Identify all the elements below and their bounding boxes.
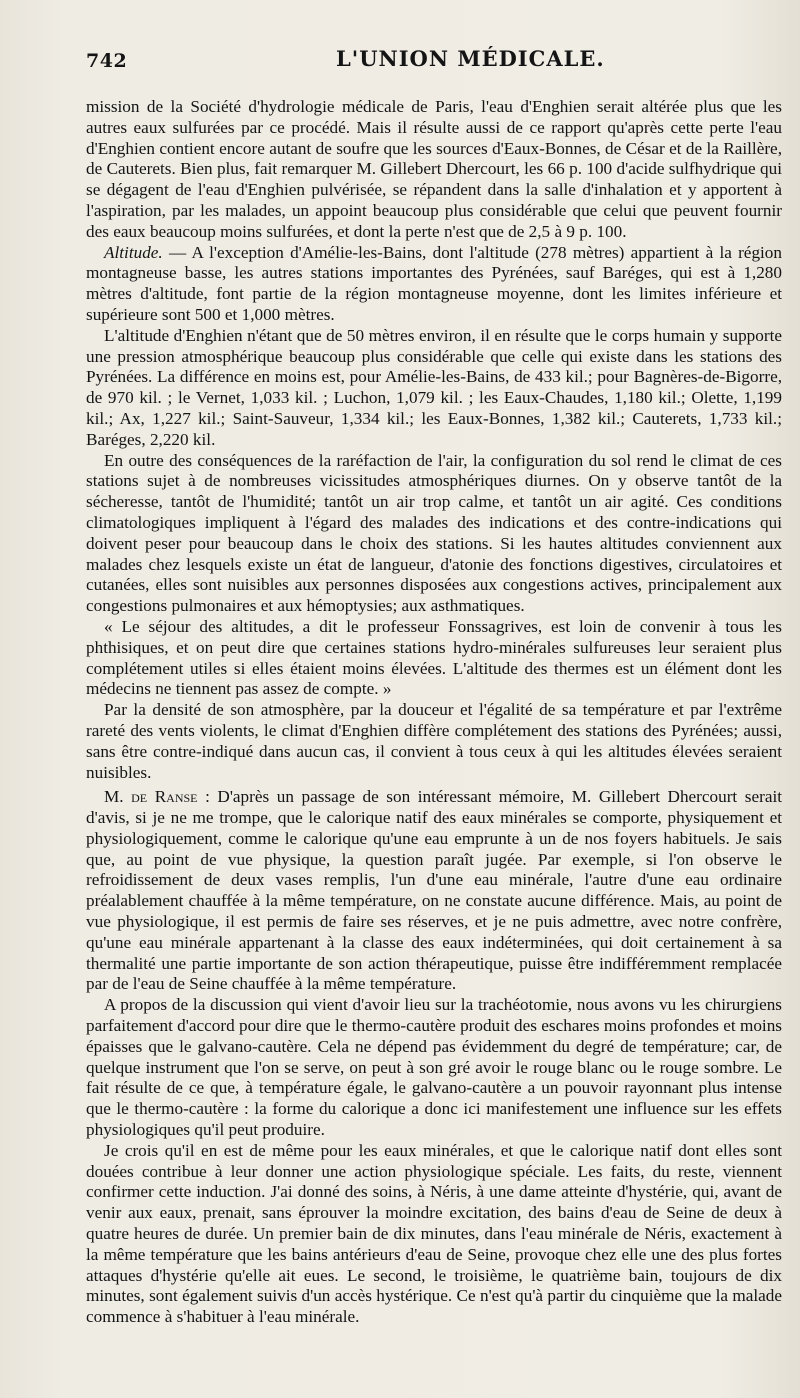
paragraph: mission de la Société d'hydrologie médicale de Paris, l'eau d'Enghien serait altérée plus que les autres eaux sulfurées par ce procédé. Mais il résulte aussi de ce rapport qu'après cette perte l'eau d'Enghien contient encore autant de soufre que les sources d'Eaux-Bonnes, de César et de la Raillère, de Cauterets. Bien plus, fait remarquer M. Gillebert Dhercourt, les 66 p. 100 d'acide sulfhydrique qui se dégagent de l'eau d'Enghien pulvérisée, se répandent dans la salle d'inhalation et y apportent à l'aspiration, par les malades, un appoint beaucoup plus considérable que celui que peuvent fournir des eaux beaucoup moins sulfurées, et dont la perte n'est que de 2,5 à 9 p. 100. [86,97,782,241]
paragraph-text: : D'après un passage de son intéressant mémoire, M. Gillebert Dhercourt serait d'avis, si je ne me trompe, que le calorique natif des eaux minérales se comporte, physiquement et physiologiquement, comme le calorique qu'une eau emprunte à un de nos foyers habituels. Je sais que, au point de vue physique, la question paraît jugée. Par exemple, si l'on observe le refroidissement de deux vases remplis, l'un d'une eau minérale, l'autre d'une eau ordinaire préalablement chauffée à la même température, on ne constate aucune différence. Mais, au point de vue physiologique, il est permis de faire ses réserves, et je ne puis admettre, avec notre confrère, qu'une eau minérale appartenant à la classe des eaux indéterminées, qui doit certainement à sa thermalité une partie importante de son action thérapeutique, puisse être indifféremment remplacée par de l'eau de Seine chauffée à la même température. [86,787,782,994]
paragraph: Par la densité de son atmosphère, par la douceur et l'égalité de sa température et par l'extrême rareté des vents violents, le climat d'Enghien diffère complétement des stations des Pyrénées; aussi, sans être contre-indiqué dans aucun cas, il convient à tous ceux à qui les altitudes élevées seraient nuisibles. [86,700,782,782]
paragraph: L'altitude d'Enghien n'étant que de 50 mètres environ, il en résulte que le corps humain y supporte une pression atmosphérique beaucoup plus considérable que celle qui existe dans les stations des Pyrénées. La différence en moins est, pour Amélie-les-Bains, de 433 kil.; pour Bagnères-de-Bigorre, de 970 kil. ; le Vernet, 1,033 kil. ; Luchon, 1,079 kil. ; les Eaux-Chaudes, 1,180 kil.; Olette, 1,199 kil.; Ax, 1,227 kil.; Saint-Sauveur, 1,334 kil.; les Eaux-Bonnes, 1,382 kil.; Cauterets, 1,733 kil.; Baréges, 2,220 kil. [86,325,782,449]
section-lead: Altitude. [104,242,163,262]
paragraph: A propos de la discussion qui vient d'avoir lieu sur la trachéotomie, nous avons vu les chirurgiens parfaitement d'accord pour dire que le thermo-cautère produit des eschares moins profondes et moins épaisses que le galvano-cautère. Cela ne dépend pas évidemment du degré de température; car, de quelque instrument que l'on se serve, on peut à son gré avoir le rouge blanc ou le rouge sombre. Le fait résulte de ce que, à température égale, le galvano-cautère a un pouvoir rayonnant plus intense que le thermo-cautère : la forme du calorique a donc ici manifestement une influence sur les effets physiologiques qu'il peut produire. [86,995,782,1140]
paragraph: En outre des conséquences de la raréfaction de l'air, la configuration du sol rend le climat de ces stations sujet à de nombreuses vicissitudes atmosphériques diurnes. On y observe tantôt de la sécheresse, tantôt de l'humidité; tantôt un air trop calme, et tantôt un air agité. Ces conditions climatologiques impliquent à l'égard des malades des indications et des contre-indications qui doivent peser pour beaucoup dans le choix des stations. Si les hautes altitudes conviennent aux malades chez lesquels existe un état de langueur, d'atonie des fonctions digestives, circulatoires et cutanées, elles sont nuisibles aux personnes disposées aux congestions actives, principalement aux congestions pulmonaires et aux hémoptysies; aux asthmatiques. [86,450,782,616]
speaker-name: M. de Ranse [104,787,198,807]
paragraph: Je crois qu'il en est de même pour les eaux minérales, et que le calorique natif dont elles sont douées contribue à leur donner une action physiologique spéciale. Les faits, du reste, viennent confirmer cette induction. J'ai donné des soins, à Néris, à une dame atteinte d'hystérie, qui, avant de venir aux eaux, prenait, sans éprouver la moindre excitation, des bains d'eau de Seine de deux à quatre heures de durée. Un premier bain de dix minutes, dans l'eau minérale de Néris, exactement à la même température que les bains antérieurs d'eau de Seine, provoque chez elle une des plus fortes attaques d'hystérie qu'elle ait eues. Le second, le troisième, le quatrième bain, toujours de dix minutes, sont également suivis d'un accès hystérique. Ce n'est qu'à partir du cinquième que la malade commence à s'habituer à l'eau minérale. [86,1140,782,1327]
paragraph: « Le séjour des altitudes, a dit le professeur Fonssagrives, est loin de convenir à tous les phthisiques, et on peut dire que certaines stations hydro-minérales sulfureuses leur seraient plus complétement utiles si elles étaient moins élevées. L'altitude des thermes est un élément dont les médecins ne tiennent pas assez de compte. » [86,616,782,699]
page-header [86,46,786,80]
paragraph [86,243,782,326]
body-text [86,97,782,1328]
page-number: 742 [86,50,128,72]
running-head: L'UNION MÉDICALE. [336,46,605,71]
paragraph [86,787,782,995]
paragraph-text: — A l'exception d'Amélie-les-Bains, dont l'altitude (278 mètres) appartient à la région montagneuse basse, les autres stations importantes des Pyrénées, sauf Baréges, qui est à 1,280 mètres d'altitude, font partie de la région montagneuse moyenne, dont les limites inférieure et supérieure sont 500 et 1,000 mètres. [86,242,782,324]
